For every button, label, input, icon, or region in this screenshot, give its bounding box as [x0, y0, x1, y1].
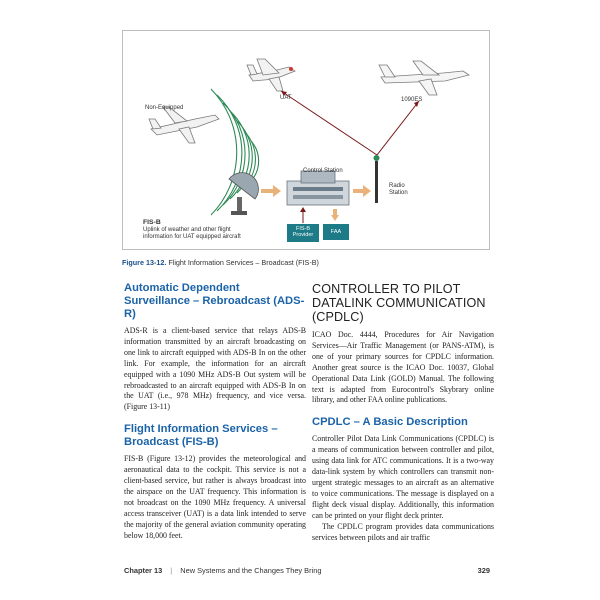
- control-station-label: Control Station: [303, 168, 343, 174]
- caption-number: Figure 13-12.: [122, 258, 167, 267]
- footer-chapter: Chapter 13: [124, 566, 163, 575]
- figure-13-12: [122, 30, 490, 250]
- page-footer: [124, 566, 490, 575]
- caption-text: Flight Information Services – Broadcast (FIS-B): [168, 258, 319, 267]
- paragraph-fis-b: FIS-B (Figure 13-12) provides the meteorological and aeronautical data to the cockpit. This service is not a client-based service, but rather is always broadcast into the airspace on the UAT frequency. This information is not broadcast on the 1090 MHz frequency. A universal access transceiver (UAT) is a data link intended to serve the majority of the general aviation community operating below 18,000 feet.: [124, 454, 306, 540]
- page-number: 329: [477, 566, 490, 575]
- left-column: [124, 282, 306, 542]
- heading-cpdlc-section: CONTROLLER TO PILOT DATALINK COMMUNICATION (CPDLC): [312, 282, 486, 324]
- radio-station-label: Radio Station: [389, 183, 408, 196]
- footer-separator: |: [170, 566, 173, 575]
- control-station-icon: [287, 171, 349, 205]
- heading-ads-r: Automatic Dependent Surveillance – Rebroadcast (ADS-R): [124, 282, 305, 320]
- paragraph-cpdlc-program: The CPDLC program provides data communications services between pilots and air traffic: [312, 521, 494, 542]
- faa-box: FAA: [323, 224, 349, 240]
- uat-aircraft-icon: [247, 59, 295, 91]
- non-equipped-label: Non-Equipped: [145, 105, 184, 111]
- fisb-diagram: [123, 31, 489, 249]
- paragraph-icao-sources: ICAO Doc. 4444, Procedures for Air Navigation Services—Air Traffic Management (or PANS-ATM), is one of your primary sources for CPDLC information. Another great source is the ICAO Doc. 10037, Global Operational Data Link (GOLD) Manual. The following text is adapted from Eurocontrol's Skybrary online library, and other FAA online publications.: [312, 330, 494, 405]
- fisb-title: FIS-B: [143, 219, 161, 226]
- es1090-label: 1090ES: [401, 97, 423, 103]
- paragraph-cpdlc-definition: Controller Pilot Data Link Communications (CPDLC) is a means of communication between controller and pilot, using data link for ATC communications. It is a two-way data-link system by which controllers can transmit non-urgent strategic messages to an aircraft as an alternative to voice communications. The message is displayed on a flight deck visual display. Additionally, this information can be printed on your flight deck printer.: [312, 434, 494, 520]
- es1090-aircraft-icon: [379, 61, 469, 95]
- heading-fis-b: Flight Information Services – Broadcast (FIS-B): [124, 423, 278, 449]
- uat-label: UAT: [280, 95, 292, 101]
- satellite-dish-icon: [229, 173, 258, 215]
- fisb-description: Uplink of weather and other flight information for UAT equipped aircraft: [143, 227, 241, 240]
- right-column: [312, 282, 494, 543]
- figure-caption: [122, 258, 492, 267]
- heading-cpdlc-description: CPDLC – A Basic Description: [312, 416, 468, 429]
- non-equipped-aircraft-icon: [149, 107, 219, 143]
- paragraph-ads-r: ADS-R is a client-based service that relays ADS-B information transmitted by an aircraft broadcasting on one link to aircraft equipped with ADS-B In on the other link. For example, the information for an aircraft equipped with a 1090 MHz ADS-B Out system will be rebroadcasted to an aircraft equipped with ADS-B In on the UAT (i.e., 978 MHz) frequency, and vice versa. (Figure 13-11): [124, 326, 306, 412]
- fisb-provider-box: FIS-B Provider: [287, 224, 319, 242]
- radio-station-icon: [374, 155, 380, 203]
- footer-title: New Systems and the Changes They Bring: [180, 566, 322, 575]
